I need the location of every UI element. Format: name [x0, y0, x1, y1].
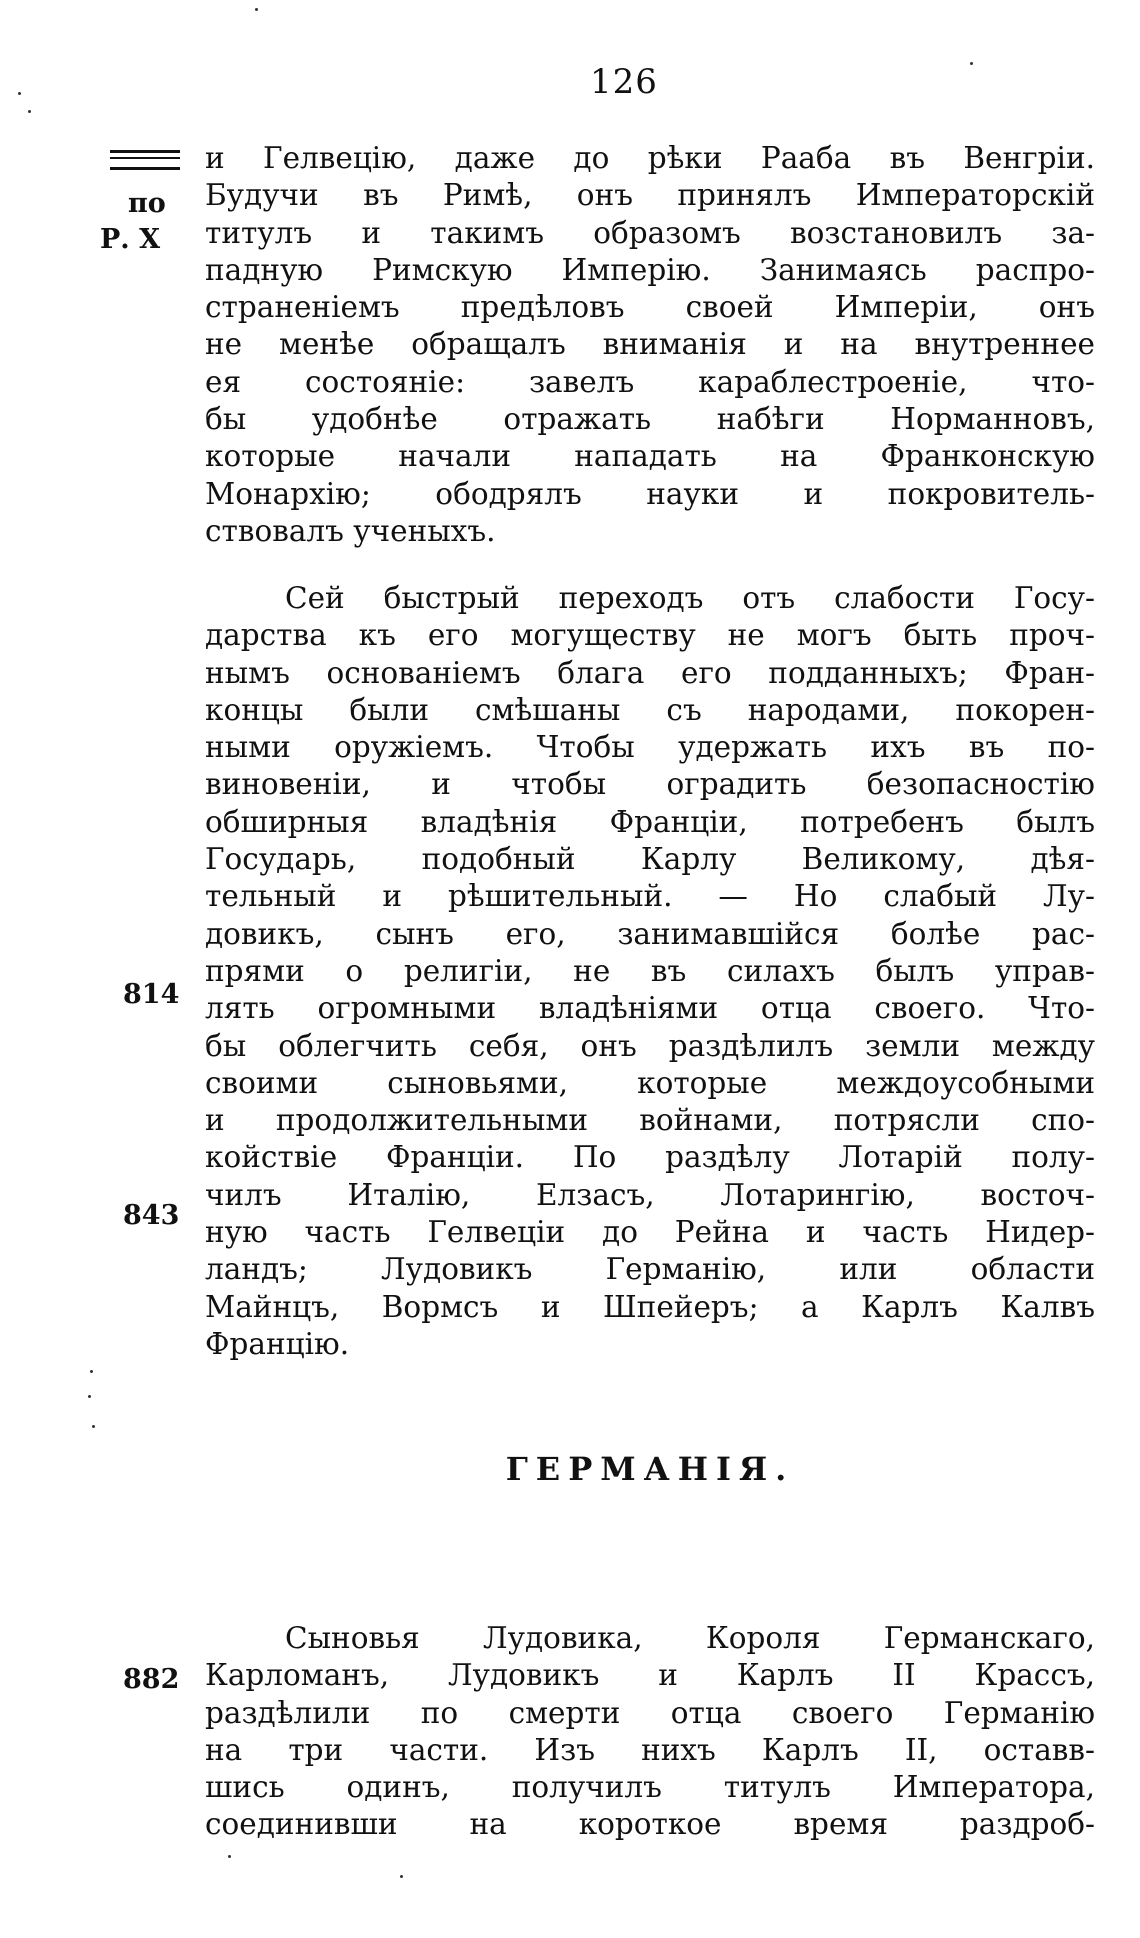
text-line: соединивши на короткое время раздроб- — [205, 1807, 1095, 1842]
text-line: довикъ, сынъ его, занимавшійся болѣе рас- — [205, 916, 1095, 951]
text-line: Майнцъ, Вормсъ и Шпейеръ; а Карлъ Калвъ — [205, 1289, 1095, 1324]
text-line: дарства къ его могуществу не могъ быть проч- — [205, 618, 1095, 653]
text-line: чилъ Италію, Елзасъ, Лотарингію, восточ- — [205, 1177, 1095, 1212]
margin-year-882: 882 — [123, 1664, 180, 1695]
text-line: ея состояніе: завелъ караблестроеніе, что- — [205, 364, 1095, 399]
paragraph-2 — [205, 580, 1095, 1363]
text-line: прями о религіи, не въ силахъ былъ управ- — [205, 953, 1095, 988]
text-line: страненіемъ предѣловъ своей Имперіи, онъ — [205, 290, 1095, 325]
text-line: Монархію; ободрялъ науки и покровитель- — [205, 476, 1095, 511]
text-line: лять огромными владѣніями отца своего. Что- — [205, 991, 1095, 1026]
text-line: титулъ и такимъ образомъ возстановилъ за- — [205, 215, 1095, 250]
text-line: своими сыновьями, которые междоусобными — [205, 1065, 1095, 1100]
text-line: нымъ основаніемъ блага его подданныхъ; Фран- — [205, 655, 1095, 690]
text-line: виновеніи, и чтобы оградить безопасностію — [205, 767, 1095, 802]
text-line: ландъ; Лудовикъ Германію, или области — [205, 1252, 1095, 1287]
text-line: на три части. Изъ нихъ Карлъ II, оставв- — [205, 1732, 1095, 1767]
scan-speck — [400, 1875, 403, 1878]
margin-year-814: 814 — [123, 979, 180, 1010]
text-line: шись одинъ, получилъ титулъ Императора, — [205, 1770, 1095, 1805]
scan-speck — [228, 1855, 231, 1858]
text-line: не менѣе обращалъ вниманія и на внутреннее — [205, 327, 1095, 362]
text-line: Францію. — [205, 1326, 350, 1361]
text-line: ствовалъ ученыхъ. — [205, 513, 496, 548]
text-line: тельный и рѣшительный. — Но слабый Лу- — [205, 879, 1095, 914]
margin-rule-mark — [110, 150, 180, 170]
text-line: и Гелвецію, даже до рѣки Рааба въ Венгріи. — [205, 141, 1095, 175]
margin-era-label-2: Р. Х — [100, 224, 161, 255]
scan-speck — [88, 1395, 91, 1398]
text-line: которые начали нападать на Франконскую — [205, 439, 1095, 474]
text-line: бы удобнѣе отражать набѣги Норманновъ, — [205, 402, 1095, 437]
text-line: раздѣлили по смерти отца своего Германію — [205, 1695, 1095, 1730]
text-line: Будучи въ Римѣ, онъ принялъ Императорскій — [205, 178, 1095, 213]
page-number: 126 — [590, 62, 658, 102]
text-line: Карломанъ, Лудовикъ и Карлъ II Крассъ, — [205, 1658, 1095, 1693]
scan-speck — [92, 1425, 95, 1428]
text-line: Государь, подобный Карлу Великому, дѣя- — [205, 842, 1095, 877]
text-line: бы облегчить себя, онъ раздѣлилъ земли между — [205, 1028, 1095, 1063]
scan-speck — [18, 92, 21, 95]
text-line: падную Римскую Имперію. Занимаясь распро- — [205, 252, 1095, 287]
scan-speck — [90, 1370, 93, 1373]
text-line: ную часть Гелвеціи до Рейна и часть Нидер- — [205, 1215, 1095, 1250]
text-line: койствіе Франціи. По раздѣлу Лотарій полу- — [205, 1140, 1095, 1175]
margin-year-843: 843 — [123, 1200, 180, 1231]
text-line: Сей быстрый переходъ отъ слабости Госу- — [285, 581, 1095, 615]
margin-era-label-1: по — [128, 188, 166, 219]
text-line: и продолжительными войнами, потрясли спо- — [205, 1103, 1095, 1138]
text-line: обширныя владѣнія Франціи, потребенъ былъ — [205, 804, 1095, 839]
scan-speck — [970, 62, 973, 65]
text-line: ными оружіемъ. Чтобы удержать ихъ въ по- — [205, 730, 1095, 765]
text-line: концы были смѣшаны съ народами, покорен- — [205, 692, 1095, 727]
text-line: Сыновья Лудовика, Короля Германскаго, — [285, 1621, 1095, 1655]
paragraph-3 — [205, 1620, 1095, 1844]
scan-speck — [255, 8, 258, 11]
scan-speck — [28, 110, 31, 113]
section-title: ГЕРМАНІЯ. — [505, 1450, 795, 1488]
paragraph-1 — [205, 140, 1095, 550]
